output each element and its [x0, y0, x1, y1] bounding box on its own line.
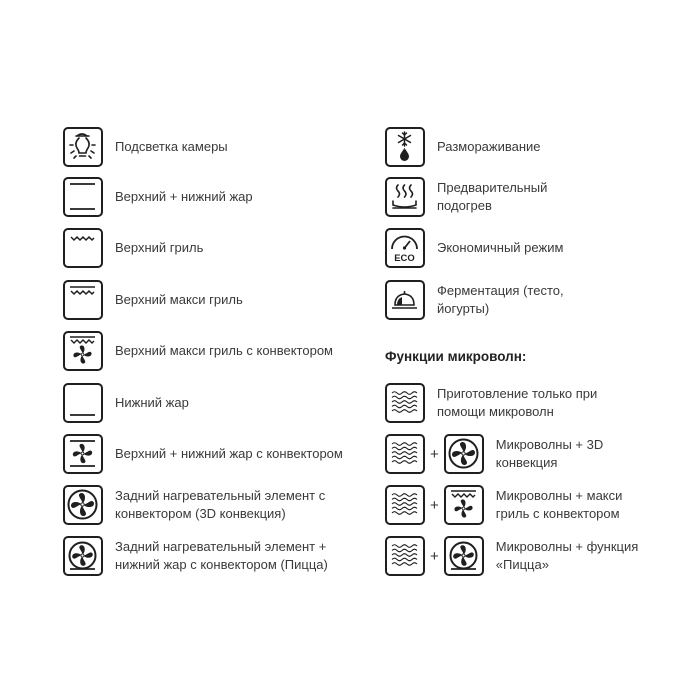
ring-fan-label: Задний нагревательный элемент с конвектором (3D конвекция): [115, 488, 326, 521]
microwave-icon: [385, 383, 425, 423]
pizza-fan-icon: [444, 536, 484, 576]
microwave-only-label: Приготовление только при помощи микроволн: [437, 386, 598, 419]
maxi-grill-row: [63, 280, 243, 320]
fermentation-row: [385, 280, 587, 320]
bottom-heat-row: [63, 383, 189, 423]
ring-fan-icon: [63, 485, 103, 525]
eco-icon: [385, 228, 425, 268]
plus-sign: +: [430, 496, 439, 514]
microwave-icon: [385, 434, 425, 474]
eco-row: [385, 228, 563, 268]
microwave-3d-label: Микроволны + 3D конвекция: [495, 437, 604, 470]
defrost-label: Размораживание: [437, 139, 541, 154]
top-bottom-heat-icon: [63, 177, 103, 217]
microwave-icon: [385, 485, 425, 525]
pizza-fan-icon: [63, 536, 103, 576]
microwave-maxi-grill-label: Микроволны + макси гриль с конвектором: [495, 488, 623, 521]
microwave-icon: [385, 536, 425, 576]
lamp-row: [63, 127, 228, 167]
top-bottom-fan-icon: [63, 434, 103, 474]
fermentation-label: Ферментация (тесто, йогурты): [437, 283, 564, 316]
defrost-row: [385, 127, 541, 167]
microwave-pizza-row: [385, 536, 651, 576]
ring-fan-row: [63, 485, 340, 525]
microwave-pizza-label: Микроволны + функция «Пицца»: [495, 539, 639, 572]
maxi-grill-fan-row: [63, 331, 333, 371]
lamp-label: Подсветка камеры: [115, 139, 228, 154]
top-bottom-fan-label: Верхний + нижний жар с конвектором: [115, 446, 343, 461]
maxi-grill-fan-label: Верхний макси гриль с конвектором: [115, 343, 333, 358]
lamp-icon: [63, 127, 103, 167]
defrost-icon: [385, 127, 425, 167]
microwave-only-row: [385, 383, 617, 423]
pizza-fan-label: Задний нагревательный элемент + нижний жар с конвектором (Пицца): [115, 539, 328, 572]
microwave-maxi-grill-row: [385, 485, 646, 525]
fermentation-icon: [385, 280, 425, 320]
maxi-grill-fan-icon: [63, 331, 103, 371]
eco-text: ECO: [394, 253, 415, 264]
maxi-grill-label: Верхний макси гриль: [115, 292, 243, 307]
plus-sign: +: [430, 547, 439, 565]
top-grill-label: Верхний гриль: [115, 240, 204, 255]
top-grill-icon: [63, 228, 103, 268]
preheat-row: [385, 177, 567, 217]
top-bottom-heat-row: [63, 177, 253, 217]
preheat-icon: [385, 177, 425, 217]
eco-label: Экономичный режим: [437, 240, 564, 255]
maxi-grill-fan-icon: [444, 485, 484, 525]
maxi-grill-icon: [63, 280, 103, 320]
bottom-heat-icon: [63, 383, 103, 423]
microwave-3d-row: [385, 434, 626, 474]
top-bottom-heat-label: Верхний + нижний жар: [115, 189, 253, 204]
plus-sign: +: [430, 445, 439, 463]
microwave-heading: Функции микроволн:: [385, 349, 527, 364]
ring-fan-icon: [444, 434, 484, 474]
top-grill-row: [63, 228, 203, 268]
top-bottom-fan-row: [63, 434, 343, 474]
bottom-heat-label: Нижний жар: [115, 395, 189, 410]
preheat-label: Предварительный подогрев: [437, 180, 548, 213]
pizza-fan-row: [63, 536, 345, 576]
